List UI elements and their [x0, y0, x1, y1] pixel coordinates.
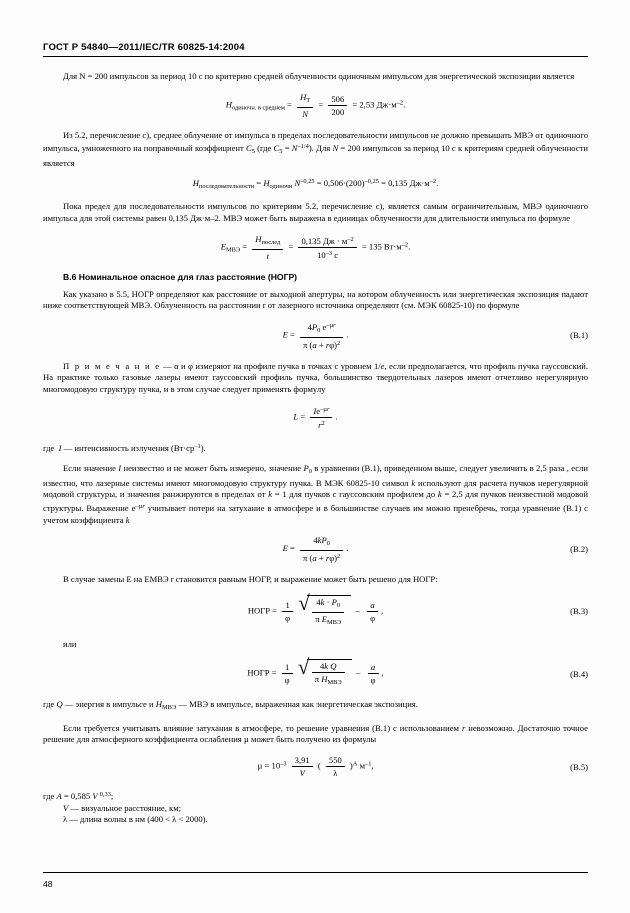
eq-b5-fraction: $\frac{3,91}{V}$ — [292, 755, 313, 778]
equation-b3-number: (В.3) — [570, 606, 588, 617]
paragraph-4 — [43, 289, 588, 312]
eq-b1-fraction: $\frac{4P_0 e^{-\mu r}}{\pi (a + r\varphi)^2}$ — [300, 321, 343, 350]
final-definitions — [43, 789, 588, 826]
page-content — [43, 42, 588, 826]
paragraph-1 — [43, 71, 588, 83]
eq-c-fraction-2: $\frac{0,135 Дж \cdot м^{-2}}{10^{-3} с}$ — [298, 235, 356, 260]
paragraph-4-text: Как указано в 5.5, НОГР определяют как расстояние от выходной апертуры, на котором облученность или энергетическая экспозиция падают ниже соответствующей МВЭ. Облученность на расстоянии r от лазерного источника определяют (см. МЭК 60825-10) по формуле — [43, 288, 588, 311]
eq-b4-tail: $\frac{a}{\varphi}$ — [368, 662, 379, 685]
def-a: где A = 0,585 V $^{0,33}$; — [43, 791, 114, 802]
eq-b3-tail: $\frac{a}{\varphi}$ — [367, 600, 378, 623]
def-lambda: λ — длина волны в нм (400 < λ < 2000). — [63, 814, 208, 825]
def-v: V — визуальное расстояние, км; — [63, 802, 182, 813]
paragraph-1-text: Для N = 200 импульсов за период 10 с по критерию средней облученности одиночным импульсом для энергетической экспозиции является — [63, 71, 575, 81]
footer-divider — [43, 872, 588, 873]
equation-b5-number: (В.5) — [570, 761, 588, 772]
equation-b4-number: (В.4) — [570, 668, 588, 679]
equation-b2-number: (В.2) — [570, 544, 588, 555]
equation-b4: НОГР = $\frac{1}{\varphi}$ √ $\frac{\text{4k Q}}{\pi H_{МВЭ}}$ – $\frac{a}{\varphi}$ , (В.4) — [43, 659, 588, 688]
eq-b4-sqrt: √ $\frac{\text{4k Q}}{\pi H_{МВЭ}}$ — [298, 659, 352, 688]
eq-b3-prefactor: $\frac{1}{\varphi}$ — [282, 600, 293, 623]
paragraph-8-text: В случае замены E на EМВЭ r становится равным НОГР, и выражение может быть решено для НОГР: — [63, 574, 438, 585]
paragraph-3 — [43, 201, 588, 224]
note-paragraph: П р и м е ч а н и е — α и φ измеряют на профиле пучка в точках с уровнем 1/e, если предполагается, что профиль пучка гауссовский. На практике только газовые лазеры имеют гауссовский профиль пучка, большинство твердотельных лазеров имеют отчетливо нерегулярную многомодовую структуру пучка, и в этом случае следует применять формулу — [43, 360, 588, 394]
eq-b5-paren: ( $\frac{550}{\lambda}$ )$^A$ — [317, 755, 358, 779]
section-heading-b6: В.6 Номинальное опасное для глаз расстояние (НОГР) — [63, 271, 298, 282]
page-number: 48 — [43, 879, 53, 889]
equation-average-single-pulse: $H_{одиночн. в среднем}$ = $\frac{H_Т}{N}$ = $\frac{506}{200}$ = 2,53 $Дж\cdot м^{-2}$. — [225, 91, 406, 119]
paragraph-6: Если значение I неизвестно и не может быть измерено, значение $P_0$ в уравнении (В.1), приведенном выше, следует увеличить в 2,5 раза , если известно, что лазерные системы имеют многомодовую структуру пучка. В МЭК 60825-10 символ k используют для расчета пучков нерегулярной модовой структуры, и значения ранжируются в пределах от k = 1 для пучков с гауссовским профилем до k = 2,5 для пучков неизвестной модовой структуры. Выражение $e^{-\mu r}$ учитывает потери на затухание в атмосфере и в большинстве случаев им можно пренебречь, тогда уравнение (В.1) с учетом коэффициента k — [43, 463, 589, 525]
equation-b2: E = $\frac{4kP_0}{\pi (a + r\varphi)^2}$ . (В.2) — [282, 535, 588, 564]
paragraph-3-text: Пока предел для последовательности импульсов по критериям 5.2, перечисление с), является самым ограничительным, МВЭ одиночного импульса для этой системы равен 0,135 Дж·м–2. МВЭ может быть выражена в единицах облученности для длительности импульса по формуле — [43, 201, 588, 223]
equation-b1-number: (В.1) — [570, 330, 588, 341]
equation-b1: E = $\frac{4P_0 e^{-\mu r}}{\pi (a + r\varphi)^2}$ . (В.1) — [282, 321, 588, 350]
equation-b5: $\mu = 10^{-3}$ $\frac{3,91}{V}$ ( $\frac{550}{\lambda}$ )$^A$ $м^{-1}$, (В.5) — [257, 755, 588, 779]
paragraph-or: или — [63, 638, 77, 649]
eq-b3-sqrt: √ $\frac{4k \cdot P_0}{\pi E_{МВЭ}}$ — [298, 595, 351, 628]
equation-b3: НОГР = $\frac{1}{\varphi}$ √ $\frac{4k \cdot P_0}{\pi E_{МВЭ}}$ – $\frac{a}{\varphi}$ , (В.3) — [43, 595, 588, 628]
paragraph-2: Из 5.2, перечисление с), среднее облучение от импульса в пределах последовательности импульсов не должно превышать МВЭ от одиночного импульса, умноженного на поправочный коэффициент $C_5$ (где $C_5 = N^{-1/4}$). Для N = 200 импульсов за период 10 с к критериям средней облученности является — [43, 129, 588, 168]
eq-c-fraction-1: $\frac{H_{послед}}{t}$ — [252, 234, 283, 261]
equation-mpe-irradiance: $E_{МВЭ}$ = $\frac{H_{послед}}{t}$ = $\frac{0,135 Дж \cdot м^{-2}}{10^{-3} с}$ = 135 $Вт\cdot м^{-2}$. — [220, 233, 411, 261]
eq-a-label: H — [225, 99, 232, 110]
eq-b4-prefactor: $\frac{1}{\varphi}$ — [282, 662, 293, 685]
where-intensity: где I — интенсивность излучения $(Вт\cdot ср^{-1})$. — [43, 442, 206, 453]
where-energy: где Q — энергия в импульсе и $H_{МВЭ}$ — МВЭ в импульсе, выраженная как энергетическая экспозиция. — [43, 699, 418, 712]
eq-b2-fraction: $\frac{4kP_0}{\pi (a + r\varphi)^2}$ — [300, 535, 343, 563]
eq-a-fraction-2: $\frac{506}{200}$ — [328, 94, 347, 117]
header-divider — [43, 56, 588, 57]
document-header: ГОСТ Р 54840—2011/IEC/TR 60825-14:2004 — [43, 42, 245, 53]
eq-a-fraction-1: $\frac{H_Т}{N}$ — [297, 92, 313, 119]
equation-radiance: L = $\frac{Ie^{-\mu r}}{r^2}$ . — [293, 405, 338, 430]
paragraph-10: Если требуется учитывать влияние затухания в атмосфере, то решение уравнения (В.1) с использованием r невозможно. Достаточно точное решение для атмосферного коэффициента ослабления µ может быть получено из формулы — [43, 722, 589, 745]
eq-L-fraction: $\frac{Ie^{-\mu r}}{r^2}$ — [310, 405, 332, 430]
paragraph-8 — [43, 574, 588, 586]
equation-pulse-train: $H_{последовательности} = H_{одиночн}$ $N^{-0,25} = 0,506\cdot(200)^{-0,25} = 0,135$ $Дж\cdot м^{-2}$. — [192, 178, 439, 191]
